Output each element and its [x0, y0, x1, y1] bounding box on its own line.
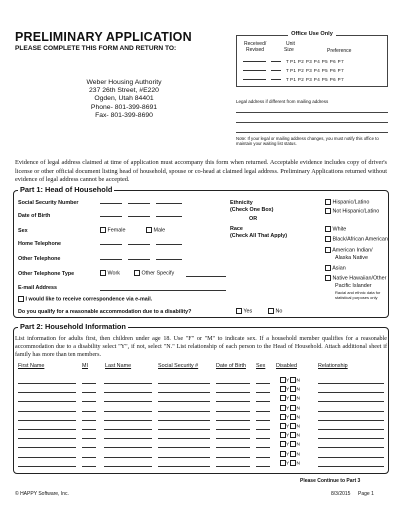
female-checkbox[interactable]: [100, 227, 106, 233]
email-pref-checkbox[interactable]: [18, 296, 24, 302]
household-cell[interactable]: [104, 466, 152, 467]
male-checkbox[interactable]: [146, 227, 152, 233]
dob-day-field[interactable]: [128, 216, 150, 217]
household-cell[interactable]: [318, 429, 384, 430]
work-label: Work: [107, 270, 120, 277]
household-cell[interactable]: [256, 429, 270, 430]
part2-title: Part 2: Household Information: [20, 322, 126, 331]
white-checkbox[interactable]: [325, 226, 331, 232]
other-specify-field[interactable]: [186, 276, 226, 277]
household-cell[interactable]: [256, 466, 270, 467]
hispanic-checkbox[interactable]: [325, 199, 331, 205]
email-pref-label: I would like to receive correspondence via e-mail.: [25, 296, 153, 303]
col-dob: Date of Birth: [216, 363, 246, 369]
page-number: Page 1: [358, 491, 374, 497]
dob-label: Date of Birth: [18, 213, 51, 219]
disability-question: Do you qualify for a reasonable accommodation due to a disability?: [18, 309, 192, 315]
dob-month-field[interactable]: [100, 216, 122, 217]
household-cell[interactable]: [318, 466, 384, 467]
household-cell[interactable]: [318, 457, 384, 458]
household-cell[interactable]: [216, 383, 250, 384]
household-cell[interactable]: [256, 383, 270, 384]
household-cell[interactable]: [158, 420, 210, 421]
other-phone-area-field[interactable]: [100, 259, 122, 260]
household-cell[interactable]: [18, 411, 76, 412]
household-cell[interactable]: [158, 401, 210, 402]
household-cell[interactable]: [158, 429, 210, 430]
address-change-note: Note: If your legal or mailing address changes, you must notify this office to maintain your waiting list status.: [236, 136, 379, 147]
disability-yes-checkbox[interactable]: [236, 308, 242, 314]
race-note: Racial and ethnic data for statistical purposes only: [335, 290, 381, 300]
other-phone-prefix-field[interactable]: [128, 259, 150, 260]
household-cell[interactable]: [216, 411, 250, 412]
other-specify-checkbox[interactable]: [134, 270, 140, 276]
ethnicity-label: Ethnicity: [230, 200, 253, 206]
legal-address-line[interactable]: [236, 122, 388, 123]
other-phone-line-field[interactable]: [156, 259, 182, 260]
other-specify-label: Other Specify: [141, 270, 175, 277]
household-cell[interactable]: [216, 429, 250, 430]
black-label: Black/African American: [332, 236, 388, 243]
household-cell[interactable]: [158, 438, 210, 439]
household-cell[interactable]: [256, 447, 270, 448]
part1-title: Part 1: Head of Household: [20, 185, 113, 194]
ssn-field-3[interactable]: [156, 203, 182, 204]
legal-address-label: Legal address if different from mailing address: [236, 99, 329, 104]
pacific-islander-label: Pacific Islander: [335, 283, 372, 289]
household-cell[interactable]: [82, 429, 96, 430]
household-cell[interactable]: [318, 411, 384, 412]
household-cell[interactable]: [82, 411, 96, 412]
col-mi: MI: [82, 363, 88, 369]
household-cell[interactable]: [18, 438, 76, 439]
household-cell[interactable]: [318, 383, 384, 384]
email-label: E-mail Address: [18, 285, 58, 291]
household-cell[interactable]: [82, 466, 96, 467]
household-cell[interactable]: [82, 383, 96, 384]
dob-year-field[interactable]: [156, 216, 182, 217]
asian-label: Asian: [332, 265, 346, 272]
household-cell[interactable]: [82, 447, 96, 448]
household-cell[interactable]: [158, 466, 210, 467]
home-phone-label: Home Telephone: [18, 241, 62, 247]
hawaiian-label: Native Hawaiian/Other: [332, 275, 387, 282]
part2-instructions: List information for adults first, then children under age 18. Use "F" or "M" to indicate sex. If a household member qualifies for a reasonable accommodation due to a disability select "Y", if not, select "N." List relationship of each person to the Head of Household. Attach additional sheet if family has more than ten members.: [15, 336, 387, 359]
household-cell[interactable]: [18, 392, 76, 393]
household-cell[interactable]: [216, 438, 250, 439]
hispanic-label: Hispanic/Latino: [332, 199, 370, 206]
ssn-field-2[interactable]: [128, 203, 150, 204]
office-use-title: Office Use Only: [288, 31, 336, 37]
household-cell[interactable]: [104, 401, 152, 402]
household-cell[interactable]: [216, 466, 250, 467]
col-disabled: Disabled: [276, 363, 297, 369]
household-cell[interactable]: [18, 429, 76, 430]
work-checkbox[interactable]: [100, 270, 106, 276]
col-ssn: Social Security #: [158, 363, 199, 369]
office-row: T P1 P2 P3 P4 P5 P6 P7: [243, 77, 387, 82]
household-cell[interactable]: [318, 420, 384, 421]
household-cell[interactable]: [158, 457, 210, 458]
office-row: T P1 P2 P3 P4 P5 P6 P7: [243, 68, 387, 73]
office-row: T P1 P2 P3 P4 P5 P6 P7: [243, 59, 387, 64]
household-cell[interactable]: [18, 457, 76, 458]
evidence-paragraph: Evidence of legal address claimed at time of application must accompany this form when returned. Acceptable evidence includes copy of driver's license or other official document listing head of household, spouse or co-head at claimed legal address. Preliminary Applications returned without evidence of legal address cannot be accepted.: [15, 159, 387, 184]
household-cell[interactable]: [318, 392, 384, 393]
hawaiian-checkbox[interactable]: [325, 275, 331, 281]
household-cell[interactable]: [216, 401, 250, 402]
household-cell[interactable]: [82, 438, 96, 439]
not-hispanic-checkbox[interactable]: [325, 208, 331, 214]
household-cell[interactable]: [256, 438, 270, 439]
col-relationship: Relationship: [318, 363, 348, 369]
black-checkbox[interactable]: [325, 236, 331, 242]
household-cell[interactable]: [104, 457, 152, 458]
home-phone-line-field[interactable]: [156, 244, 182, 245]
form-date: 8/3/2015: [331, 491, 351, 497]
household-cell[interactable]: [104, 447, 152, 448]
home-phone-prefix-field[interactable]: [128, 244, 150, 245]
not-hispanic-label: Not Hispanic/Latino: [332, 208, 380, 215]
female-label: Female: [107, 227, 126, 234]
col-size: Size: [284, 47, 294, 53]
household-cell[interactable]: [318, 438, 384, 439]
race-label: Race: [230, 226, 243, 232]
white-label: White: [332, 226, 347, 233]
household-cell[interactable]: [18, 447, 76, 448]
ssn-label: Social Security Number: [18, 200, 79, 206]
sex-label: Sex: [18, 228, 28, 234]
household-cell[interactable]: [82, 392, 96, 393]
household-cell[interactable]: [216, 392, 250, 393]
col-revised: Revised: [246, 47, 265, 53]
legal-address-line[interactable]: [236, 132, 388, 133]
household-cell[interactable]: [104, 383, 152, 384]
household-cell[interactable]: [216, 457, 250, 458]
form-title: PRELIMINARY APPLICATION: [15, 30, 192, 44]
household-cell[interactable]: [158, 411, 210, 412]
household-cell[interactable]: [256, 392, 270, 393]
alaska-native-label: Alaska Native: [335, 255, 368, 261]
household-cell[interactable]: [318, 401, 384, 402]
household-cell[interactable]: [104, 420, 152, 421]
household-cell[interactable]: [82, 401, 96, 402]
disability-no-label: No: [275, 308, 283, 315]
email-field[interactable]: [100, 290, 226, 291]
col-first-name: First Name: [18, 363, 45, 369]
american-indian-checkbox[interactable]: [325, 247, 331, 253]
american-indian-label: American Indian/: [332, 247, 373, 254]
office-use-box: [236, 31, 388, 87]
household-cell[interactable]: [18, 401, 76, 402]
household-cell[interactable]: [82, 457, 96, 458]
col-preference: Preference: [327, 48, 352, 54]
household-cell[interactable]: [256, 411, 270, 412]
form-subtitle: PLEASE COMPLETE THIS FORM AND RETURN TO:: [15, 45, 177, 52]
household-cell[interactable]: [158, 383, 210, 384]
household-cell[interactable]: [104, 392, 152, 393]
household-cell[interactable]: [158, 392, 210, 393]
check-all-label: (Check All That Apply): [230, 233, 288, 239]
household-cell[interactable]: [158, 447, 210, 448]
household-cell[interactable]: [18, 466, 76, 467]
household-cell[interactable]: [18, 383, 76, 384]
return-address: Weber Housing Authority 237 26th Street, #E220 Ogden, Utah 84401 Phone- 801-399-8691 Fax- 801-399-8690: [86, 79, 162, 119]
check-one-label: (Check One Box): [230, 207, 274, 213]
continue-note: Please Continue to Part 3: [300, 478, 361, 484]
household-cell[interactable]: [318, 447, 384, 448]
disability-yes-label: Yes: [243, 308, 253, 315]
home-phone-area-field[interactable]: [100, 244, 122, 245]
household-cell[interactable]: [216, 447, 250, 448]
legal-address-line[interactable]: [236, 112, 388, 113]
household-cell[interactable]: [104, 411, 152, 412]
col-sex: Sex: [256, 363, 266, 369]
household-cell[interactable]: [18, 420, 76, 421]
other-phone-type-label: Other Telephone Type: [18, 271, 75, 277]
household-cell[interactable]: [256, 457, 270, 458]
ssn-field-1[interactable]: [100, 203, 122, 204]
col-last-name: Last Name: [105, 363, 132, 369]
or-label: OR: [249, 216, 258, 222]
disability-no-checkbox[interactable]: [268, 308, 274, 314]
household-cell[interactable]: [104, 438, 152, 439]
copyright: © HAPPY Software, Inc.: [15, 491, 69, 497]
household-cell[interactable]: [256, 420, 270, 421]
asian-checkbox[interactable]: [325, 265, 331, 271]
other-phone-label: Other Telephone: [18, 256, 61, 262]
household-cell[interactable]: [256, 401, 270, 402]
male-label: Male: [153, 227, 166, 234]
household-cell[interactable]: [82, 420, 96, 421]
col-received: Received/: [244, 41, 267, 47]
household-cell[interactable]: [104, 429, 152, 430]
household-cell[interactable]: [216, 420, 250, 421]
col-unit: Unit: [286, 41, 295, 47]
